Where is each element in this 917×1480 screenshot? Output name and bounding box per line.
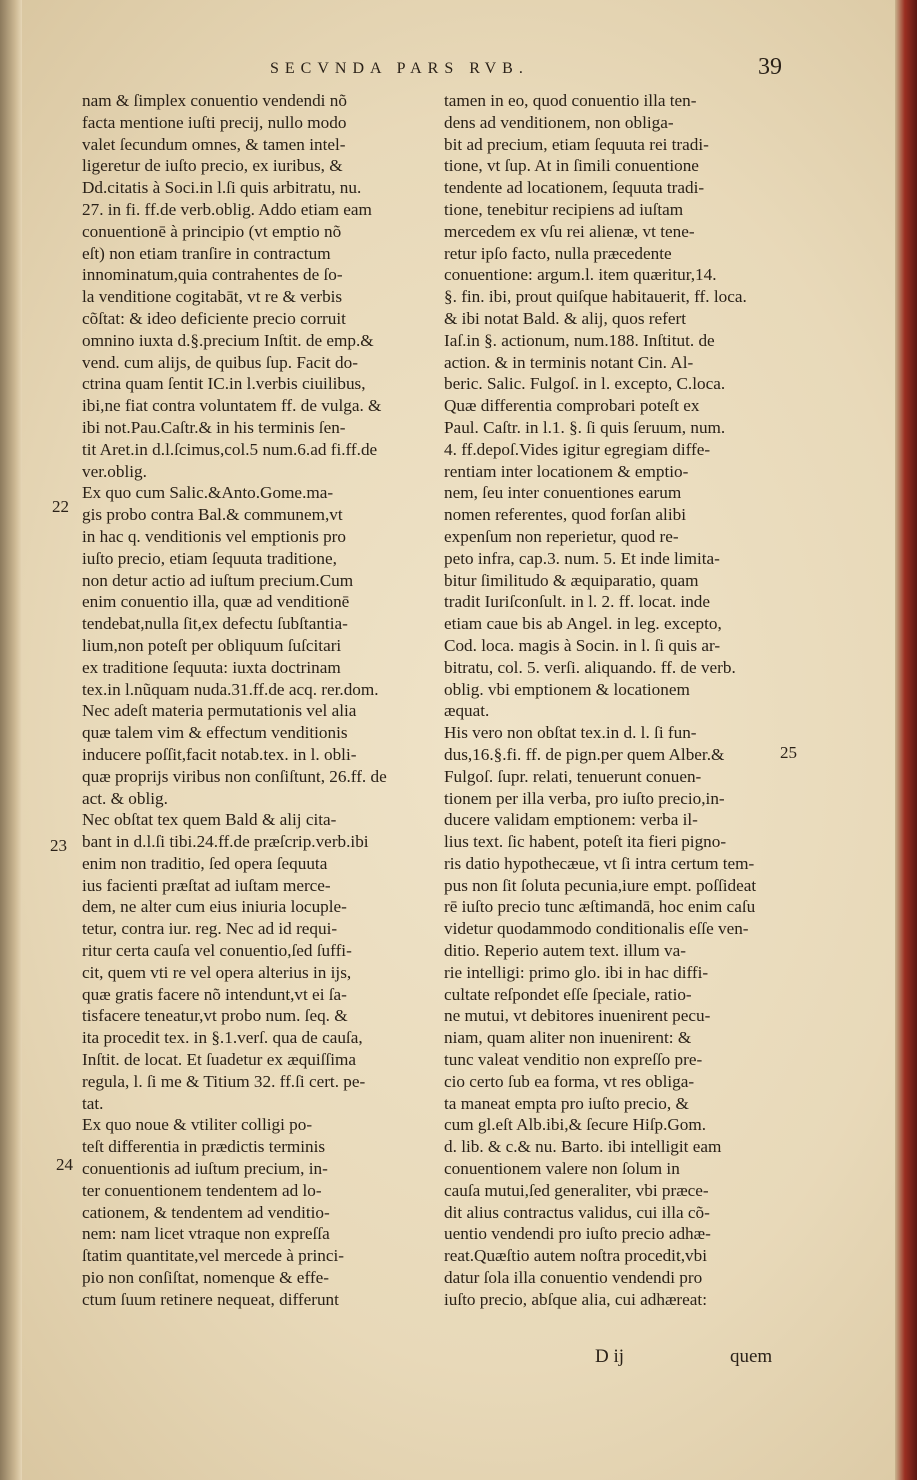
text-line: ne mutui, vt debitores inuenirent pecu- — [444, 1006, 711, 1026]
text-line: ita procedit tex. in §.1.verſ. qua de cauſa, — [82, 1028, 363, 1048]
text-line: ctrina quam ſentit IC.in l.verbis ciuilibus, — [82, 374, 366, 394]
text-line: ligeretur de iuſto precio, ex iuribus, & — [82, 156, 343, 176]
text-line: tione, vt ſup. At in ſimili conuentione — [444, 156, 699, 176]
text-line: uentio vendendi pro iuſto precio adhæ- — [444, 1224, 711, 1244]
text-line: cationem, & tendentem ad venditio- — [82, 1202, 330, 1222]
text-line: conuentione: argum.l. item quæritur,14. — [444, 265, 717, 285]
text-line: iuſto precio, etiam ſequuta traditione, — [82, 548, 337, 568]
text-line: Cod. loca. magis à Socin. in l. ſi quis ar- — [444, 635, 721, 655]
running-title: SECVNDA PARS RVB. — [270, 60, 529, 77]
page-edge — [895, 0, 917, 1480]
text-line: tendente ad locationem, ſequuta tradi- — [444, 178, 705, 198]
text-line: enim conuentio illa, quæ ad venditionē — [82, 592, 350, 612]
text-line: tendebat,nulla ſit,ex defectu ſubſtantia- — [82, 614, 348, 634]
text-line: ex traditione ſequuta: iuxta doctrinam — [82, 657, 341, 677]
left-column — [82, 90, 422, 1311]
text-line: pus non ſit ſoluta pecunia,iure empt. poſſideat — [444, 875, 757, 895]
text-line: cit, quem vti re vel opera alterius in ijs, — [82, 962, 352, 982]
margin-number-22: 22 — [52, 497, 69, 516]
text-line: in hac q. venditionis vel emptionis pro — [82, 526, 346, 546]
text-line: iuſto precio, abſque alia, cui adhæreat: — [444, 1289, 707, 1309]
text-line: §. fin. ibi, prout quiſque habitauerit, ff. loca. — [444, 287, 747, 307]
text-line: dus,16.§.fi. ff. de pign.per quem Alber.& — [444, 744, 725, 764]
text-line: Paul. Caſtr. in l.1. §. ſi quis ſeruum, num. — [444, 417, 726, 437]
text-line: non detur actio ad iuſtum precium.Cum — [82, 570, 354, 590]
text-line: ta maneat empta pro iuſto precio, & — [444, 1093, 689, 1113]
text-line: rie intelligi: primo glo. ibi in hac diffi- — [444, 962, 709, 982]
text-line: retur ipſo facto, nulla præcedente — [444, 243, 672, 263]
text-line: His vero non obſtat tex.in d. l. ſi fun- — [444, 723, 697, 743]
text-line: omnino iuxta d.§.precium Inſtit. de emp.& — [82, 330, 374, 350]
text-line: ducere validam emptionem: verba il- — [444, 810, 698, 830]
text-line: conuentionē à principio (vt emptio nõ — [82, 221, 342, 241]
text-line: teſt differentia in prædictis terminis — [82, 1137, 326, 1157]
text-line: pio non conſiſtat, nomenque & effe- — [82, 1268, 329, 1288]
text-line: Nec obſtat tex quem Bald & alij cita- — [82, 810, 337, 830]
text-line: mercedem ex vſu rei alienæ, vt tene- — [444, 221, 695, 241]
text-line: æquat. — [444, 701, 490, 721]
text-line: facta mentione iuſti precij, nullo modo — [82, 112, 347, 132]
text-line: oblig. vbi emptionem & locationem — [444, 679, 690, 699]
text-line: tisfacere teneatur,vt probo num. ſeq. & — [82, 1006, 348, 1026]
page-number: 39 — [758, 54, 782, 80]
text-line: ibi,ne fiat contra voluntatem ff. de vulga. & — [82, 396, 382, 416]
text-line: cauſa mutui,ſed generaliter, vbi præce- — [444, 1180, 709, 1200]
text-line: tit Aret.in d.l.ſcimus,col.5 num.6.ad fi.ff.de — [82, 439, 378, 459]
margin-number-24: 24 — [56, 1155, 73, 1174]
text-line: valet ſecundum omnes, & tamen intel- — [82, 134, 346, 154]
text-line: Nec adeſt materia permutationis vel alia — [82, 701, 357, 721]
text-line: act. & oblig. — [82, 788, 168, 808]
text-line: lius text. ſic habent, poteſt ita fieri pigno- — [444, 832, 727, 852]
text-line: dens ad venditionem, non obliga- — [444, 112, 674, 132]
text-line: quæ talem vim & effectum venditionis — [82, 723, 348, 743]
text-line: Fulgoſ. ſupr. relati, tenuerunt conuen- — [444, 766, 702, 786]
text-line: lium,non poteſt per obliquum ſuſcitari — [82, 635, 342, 655]
text-line: nem: nam licet vtraque non expreſſa — [82, 1224, 330, 1244]
text-line: tamen in eo, quod conuentio illa ten- — [444, 91, 697, 110]
text-line: bant in d.l.ſi tibi.24.ff.de præſcrip.verb.ibi — [82, 832, 369, 852]
margin-number-25: 25 — [780, 743, 797, 762]
text-line: ius facienti præſtat ad iuſtam merce- — [82, 875, 331, 895]
text-line: ditio. Reperio autem text. illum va- — [444, 941, 687, 961]
text-line: videtur quodammodo conditionalis eſſe ven- — [444, 919, 749, 939]
page-header — [0, 54, 917, 84]
text-line: tat. — [82, 1093, 104, 1113]
text-line: cio certo ſub ea forma, vt res obliga- — [444, 1071, 695, 1091]
text-line: nomen referentes, quod forſan alibi — [444, 505, 686, 525]
text-line: Quæ differentia comprobari poteſt ex — [444, 396, 700, 416]
text-line: inducere poſſit,facit notab.tex. in l. obli- — [82, 744, 357, 764]
text-line: tradit Iuriſconſult. in l. 2. ff. locat. inde — [444, 592, 711, 612]
text-line: etiam caue bis ab Angel. in leg. excepto, — [444, 614, 722, 634]
text-line: vend. cum alijs, de quibus ſup. Facit do- — [82, 352, 358, 372]
text-line: enim non traditio, ſed opera ſequuta — [82, 853, 328, 873]
text-line: quæ proprijs viribus non conſiſtunt, 26.ff. de — [82, 766, 387, 786]
text-line: Inſtit. de locat. Et ſuadetur ex æquiſſima — [82, 1050, 356, 1070]
text-line: datur ſola illa conuentio vendendi pro — [444, 1268, 703, 1288]
text-line: cultate reſpondet eſſe ſpeciale, ratio- — [444, 984, 692, 1004]
text-line: tetur, contra iur. reg. Nec ad id requi- — [82, 919, 338, 939]
text-line: action. & in terminis notant Cin. Al- — [444, 352, 694, 372]
text-line: tunc valeat venditio non expreſſo pre- — [444, 1050, 703, 1070]
right-column — [444, 90, 776, 1311]
margin-number-23: 23 — [50, 836, 67, 855]
text-line: & ibi notat Bald. & alij, quos refert — [444, 308, 687, 328]
text-line: ibi not.Pau.Caſtr.& in his terminis ſen- — [82, 417, 346, 437]
text-line: d. lib. & c.& nu. Barto. ibi intelligit eam — [444, 1137, 722, 1157]
text-line: Ex quo noue & vtiliter colligi po- — [82, 1115, 313, 1135]
text-line: 27. in fi. ff.de verb.oblig. Addo etiam eam — [82, 199, 372, 219]
text-line: tionem per illa verba, pro iuſto precio,in- — [444, 788, 725, 808]
text-line: gis probo contra Bal.& communem,vt — [82, 505, 343, 525]
catchword: quem — [730, 1346, 773, 1367]
text-line: ris datio hypothecæue, vt ſi intra certum tem- — [444, 853, 755, 873]
text-line: Ex quo cum Salic.&Anto.Gome.ma- — [82, 483, 334, 503]
text-line: peto infra, cap.3. num. 5. Et inde limita- — [444, 548, 720, 568]
text-line: ter conuentionem tendentem ad lo- — [82, 1180, 322, 1200]
text-line: conuentionem valere non ſolum in — [444, 1159, 680, 1179]
text-line: rentiam inter locationem & emptio- — [444, 461, 689, 481]
text-line: tione, tenebitur recipiens ad iuſtam — [444, 199, 684, 219]
text-line: cõſtat: & ideo deficiente precio corruit — [82, 308, 346, 328]
text-line: dit alius contractus validus, cui illa cõ- — [444, 1202, 710, 1222]
text-line: nem, ſeu inter conuentiones earum — [444, 483, 682, 503]
text-line: eſt) non etiam tranſire in contractum — [82, 243, 331, 263]
text-line: ver.oblig. — [82, 461, 147, 481]
text-line: reat.Quæſtio autem noſtra procedit,vbi — [444, 1246, 707, 1266]
text-line: bitratu, col. 5. verſi. aliquando. ff. de verb. — [444, 657, 736, 677]
signature-mark: D ij — [595, 1346, 625, 1367]
text-line: ritur certa cauſa vel conuentio,ſed ſuffi- — [82, 941, 352, 961]
text-line: nam & ſimplex conuentio vendendi nõ — [82, 91, 347, 110]
text-line: 4. ff.depoſ.Vides igitur egregiam diffe- — [444, 439, 711, 459]
text-line: rē iuſto precio tunc æſtimandā, hoc enim caſu — [444, 897, 756, 917]
text-line: bit ad precium, etiam ſequuta rei tradi- — [444, 134, 709, 154]
text-line: regula, l. ſi me & Titium 32. ff.ſi cert. pe- — [82, 1071, 366, 1091]
text-line: bitur ſimilitudo & æquiparatio, quam — [444, 570, 699, 590]
text-line: innominatum,quia contrahentes de ſo- — [82, 265, 343, 285]
text-line: la venditione cogitabāt, vt re & verbis — [82, 287, 343, 307]
text-line: conuentionis ad iuſtum precium, in- — [82, 1159, 328, 1179]
text-line: expenſum non reperietur, quod re- — [444, 526, 679, 546]
text-line: ctum ſuum retinere nequeat, differunt — [82, 1289, 339, 1309]
text-line: beric. Salic. Fulgoſ. in l. excepto, C.loca. — [444, 374, 726, 394]
text-line: Iaſ.in §. actionum, num.188. Inſtitut. de — [444, 330, 715, 350]
text-line: cum gl.eſt Alb.ibi,& ſecure Hiſp.Gom. — [444, 1115, 707, 1135]
binding-gutter — [0, 0, 22, 1480]
text-line: dem, ne alter cum eius iniuria locuple- — [82, 897, 347, 917]
text-line: quæ gratis facere nõ intendunt,vt ei ſa- — [82, 984, 347, 1004]
text-line: ſtatim quantitate,vel mercede à princi- — [82, 1246, 344, 1266]
text-line: Dd.citatis à Soci.in l.ſi quis arbitratu, nu. — [82, 178, 362, 198]
text-line: niam, quam aliter non inuenirent: & — [444, 1028, 692, 1048]
text-line: tex.in l.nũquam nuda.31.ff.de acq. rer.dom. — [82, 679, 379, 699]
